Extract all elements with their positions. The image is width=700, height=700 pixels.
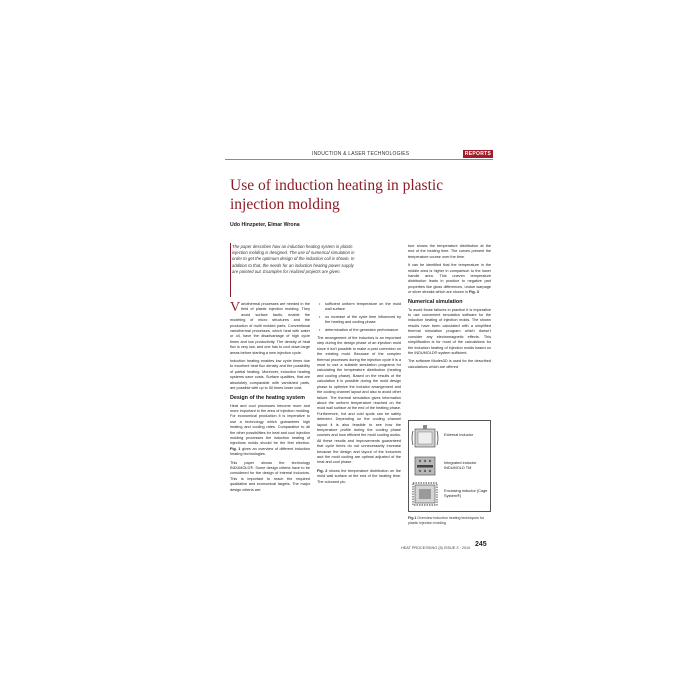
section-heading: Numerical simulation (408, 298, 463, 305)
paragraph: It can be identified that the temperature in the middle area is higher in comparison to the lower handle area. This uneven temperature distribution leads in practice to negative part properties like gloss differences, undue warpage or silver streaks which are shown in Fig. 3 (408, 263, 491, 295)
paragraph: ture shows the temperature distribution at the end of the heating time. The curves present the temperature course over the time. (408, 244, 491, 259)
figure-1 (408, 420, 491, 528)
external-inductor-diagram (412, 425, 438, 447)
paragraph: Heat and cool processes become more and more important in the area of injection molding. For economical production it is imperative to use a technology which guarantees high heating and cooling rates. Comparative to all the other possibilities for heat and cool injection molding processes the induction heating of injections molds should be the first election. Fig. 1 gives an overview of different induction heating technologies. (230, 403, 310, 457)
abstract: The paper describes how an induction heating system in plastic injection molding is designed. The use of numerical simulation in order to get the optimum design of the induction coil is shown. In addition to that, the needs for an induction heating power supply are pointed out. Examples for realized projects are given. (232, 244, 355, 274)
drop-cap: V (230, 300, 241, 315)
column-1 (230, 302, 310, 496)
column-2 (317, 302, 401, 488)
figure-reference: Fig. 2 (317, 468, 328, 473)
list-item: • determination of the generator performance (325, 328, 401, 333)
figure-reference: Fig. 1 (230, 446, 241, 451)
integrated-inductor-diagram (415, 457, 435, 475)
intro-paragraph: Variothermal processes are needed in the field of plastic injection molding. They avoid surface faults, enable the modeling of micro structures and the production of multi molded parts. Conventional variothermal processes, which heat with water or oil, have the disadvantage of high cycle times and low productivity. The density of heat flux is very low, and one has to cool down large areas before starting a new injection cycle. (230, 300, 310, 355)
figure-frame (408, 420, 491, 512)
abstract-rule (230, 243, 231, 297)
figure-reference: Fig. 3 (469, 290, 479, 295)
section-heading: Design of the heating system (230, 394, 305, 401)
paragraph: The software Modes3D is used for the described calculations which are offered (408, 359, 491, 369)
paragraph: Fig. 2 shows the temperature distribution on the mold wall surface at the end of the heating time. The coloured pic- (317, 468, 402, 484)
figure-label: Enclosing inductor (Cage System®) (444, 488, 488, 498)
column-3 (408, 244, 491, 373)
paragraph: The arrangement of the inductors is an important step during the design phase of an injection mold since it isn't possible to make a post correction on the existing mold. Because of the complex thermal processes during the injection cycle it is a must to use a suitable simulation programs for calculating the temperature distribution (heating and cooling phase). Based on the results of the calculation it is possible during the mold design phase to optimize the inductor arrangement and the cooling channel layout and also to avoid other failure. The thermal simulation gives information about the uniform temperature reached on the mold wall surface at the end of the heating phase. Furthermore, hot and cold spots can be safely detected. Depending on the cooling channel layout it is also feasible to see how the temperature profile during the cooling phase courses and how efficient the mold cooling works. All these results and improvements guaranteed that cycle times do not unnecessarily increase because the design and layout of the inductors and the mold cooling are optimal adjusted of the heat and cool phase. (317, 336, 401, 465)
figure-label: Integrated inductor INDUMOLD TM (444, 460, 477, 470)
journal-footer: HEAT PROCESSING (8) ISSUE 3 · 2010 (401, 546, 471, 550)
criteria-list (317, 302, 401, 333)
figure-caption: Fig.1 Overview induction heating techniques for plastic injection molding (408, 516, 485, 525)
section-header: INDUCTION & LASER TECHNOLOGIES (312, 151, 410, 157)
paragraph: This paper shows the technology INDUMOLD®. Some design criteria have to be considered for the design of internal inductors. This is important to reach the required qualitative and economical targets. The major design criteria are: (230, 460, 310, 492)
list-item: • no increase of the cycle time influenced by the heating and cooling phase (325, 315, 401, 326)
enclosing-inductor-diagram (413, 483, 437, 505)
figure-label: External inductor (444, 432, 474, 437)
paragraph: To avoid those failures in practice it is imperative to use convenient simulation software for the induction heating of injection molds. The shown results have been calculated with a simplified thermal simulation program which doesn't consider any electromagnetic effects. This simplification is for most of the calculations for the induction heating of injection molds based on the INDUMOLD® system sufficient. (408, 307, 491, 355)
page-number: 245 (475, 541, 487, 548)
list-item: • sufficient uniform temperature on the mold wall surface (325, 302, 401, 313)
journal-page (225, 150, 493, 555)
paragraph: Induction heating enables low cycle times due to excellent heat flux density and the possibility of partial heating. Moreover, induction heating systems save costs. Surface qualities, that are absolutely comparable with varnished parts, are possible with up to 50 times lower cost. (230, 359, 310, 391)
authors: Udo Hinzpeter, Elmar Wrona (230, 222, 300, 228)
header-rule (225, 159, 493, 160)
reports-tab: REPORTS (464, 151, 492, 157)
article-title: Use of induction heating in plastic injection molding (230, 177, 444, 213)
